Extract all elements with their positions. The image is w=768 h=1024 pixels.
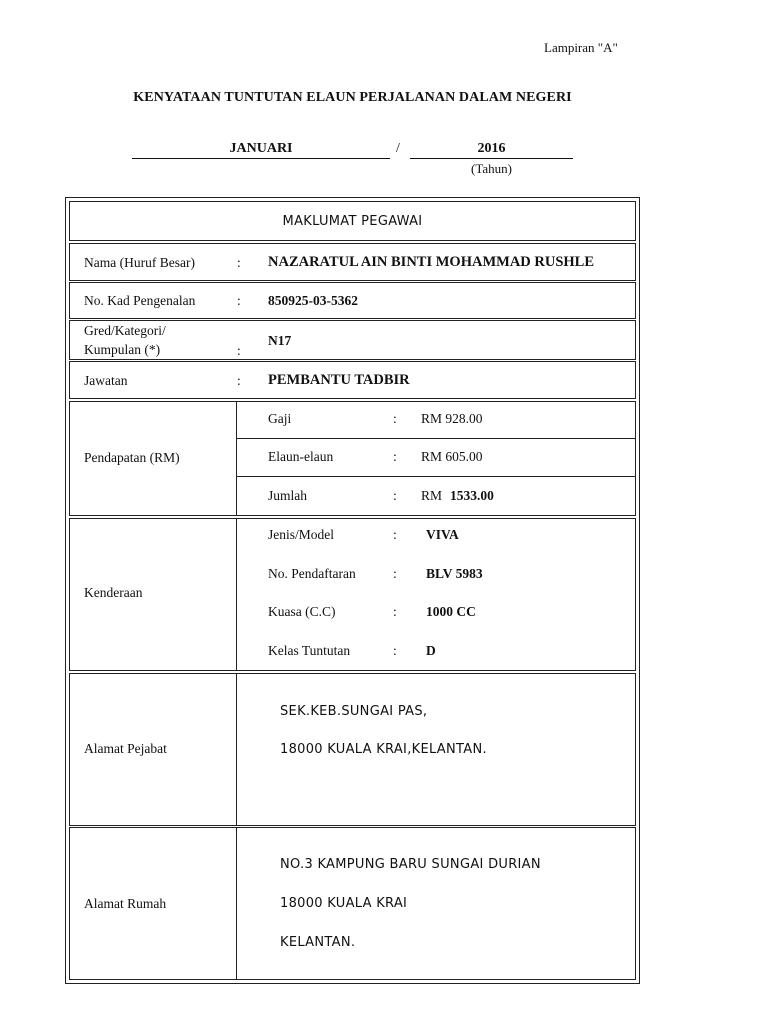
home-address-label: Alamat Rumah — [84, 896, 167, 911]
position-row — [69, 361, 636, 399]
ic-value: 850925-03-5362 — [268, 293, 358, 308]
total-value: 1533.00 — [450, 488, 494, 503]
office-address-line1: SEK.KEB.SUNGAI PAS, — [280, 704, 428, 719]
vehicle-cc-label: Kuasa (C.C) — [268, 604, 336, 619]
year-underline — [410, 158, 573, 159]
vehicle-class-value: D — [426, 643, 436, 658]
income-divider — [236, 402, 237, 515]
home-divider — [236, 828, 237, 979]
salary-label: Gaji — [268, 411, 292, 426]
vehicle-cc-colon: : — [393, 604, 397, 619]
position-value: PEMBANTU TADBIR — [268, 372, 410, 388]
year-label: (Tahun) — [471, 161, 512, 176]
allowance-colon: : — [393, 449, 397, 464]
vehicle-model-label: Jenis/Model — [268, 527, 334, 542]
section-header — [69, 201, 636, 241]
income-rule-1 — [236, 438, 635, 439]
home-address-line1: NO.3 KAMPUNG BARU SUNGAI DURIAN — [280, 857, 541, 872]
office-address-label: Alamat Pejabat — [84, 741, 167, 756]
ic-colon: : — [237, 293, 241, 308]
income-block — [69, 401, 636, 516]
vehicle-model-value: VIVA — [426, 527, 459, 542]
vehicle-divider — [236, 519, 237, 670]
grade-label-line2: Kumpulan (*) — [84, 342, 161, 357]
salary-colon: : — [393, 411, 397, 426]
grade-colon: : — [237, 343, 241, 358]
total-colon: : — [393, 488, 397, 503]
home-address-line3: KELANTAN. — [280, 935, 356, 950]
name-row — [69, 243, 636, 281]
document-title: KENYATAAN TUNTUTAN ELAUN PERJALANAN DALAM NEGERI — [133, 90, 572, 105]
total-label: Jumlah — [268, 488, 307, 503]
vehicle-reg-colon: : — [393, 566, 397, 581]
position-label: Jawatan — [84, 373, 128, 388]
vehicle-cc-value: 1000 CC — [426, 604, 476, 619]
lampiran-label: Lampiran "A" — [544, 40, 618, 55]
section-title: MAKLUMAT PEGAWAI — [282, 214, 423, 229]
vehicle-model-colon: : — [393, 527, 397, 542]
name-value: NAZARATUL AIN BINTI MOHAMMAD RUSHLE — [268, 254, 595, 270]
office-divider — [236, 674, 237, 825]
ic-label: No. Kad Pengenalan — [84, 293, 196, 308]
vehicle-class-label: Kelas Tuntutan — [268, 643, 351, 658]
employee-info-form — [65, 197, 640, 984]
date-separator: / — [396, 141, 400, 156]
month-underline — [132, 158, 390, 159]
name-colon: : — [237, 255, 241, 270]
grade-row — [69, 320, 636, 360]
home-address-line2: 18000 KUALA KRAI — [280, 896, 408, 911]
name-label: Nama (Huruf Besar) — [84, 255, 195, 270]
grade-value: N17 — [268, 333, 292, 348]
year-value: 2016 — [477, 141, 506, 156]
vehicle-reg-label: No. Pendaftaran — [268, 566, 356, 581]
home-address-block — [69, 827, 636, 980]
vehicle-label: Kenderaan — [84, 585, 143, 600]
position-colon: : — [237, 373, 241, 388]
vehicle-class-colon: : — [393, 643, 397, 658]
allowance-label: Elaun-elaun — [268, 449, 334, 464]
office-address-line2: 18000 KUALA KRAI,KELANTAN. — [280, 742, 487, 757]
allowance-value: RM 605.00 — [421, 449, 483, 464]
vehicle-reg-value: BLV 5983 — [426, 566, 483, 581]
vehicle-block — [69, 518, 636, 671]
income-rule-2 — [236, 476, 635, 477]
income-label: Pendapatan (RM) — [84, 450, 180, 465]
total-currency: RM — [421, 488, 443, 503]
ic-row — [69, 282, 636, 319]
month-value: JANUARI — [229, 141, 293, 156]
grade-label-line1: Gred/Kategori/ — [84, 323, 166, 338]
office-address-block — [69, 673, 636, 826]
salary-value: RM 928.00 — [421, 411, 483, 426]
